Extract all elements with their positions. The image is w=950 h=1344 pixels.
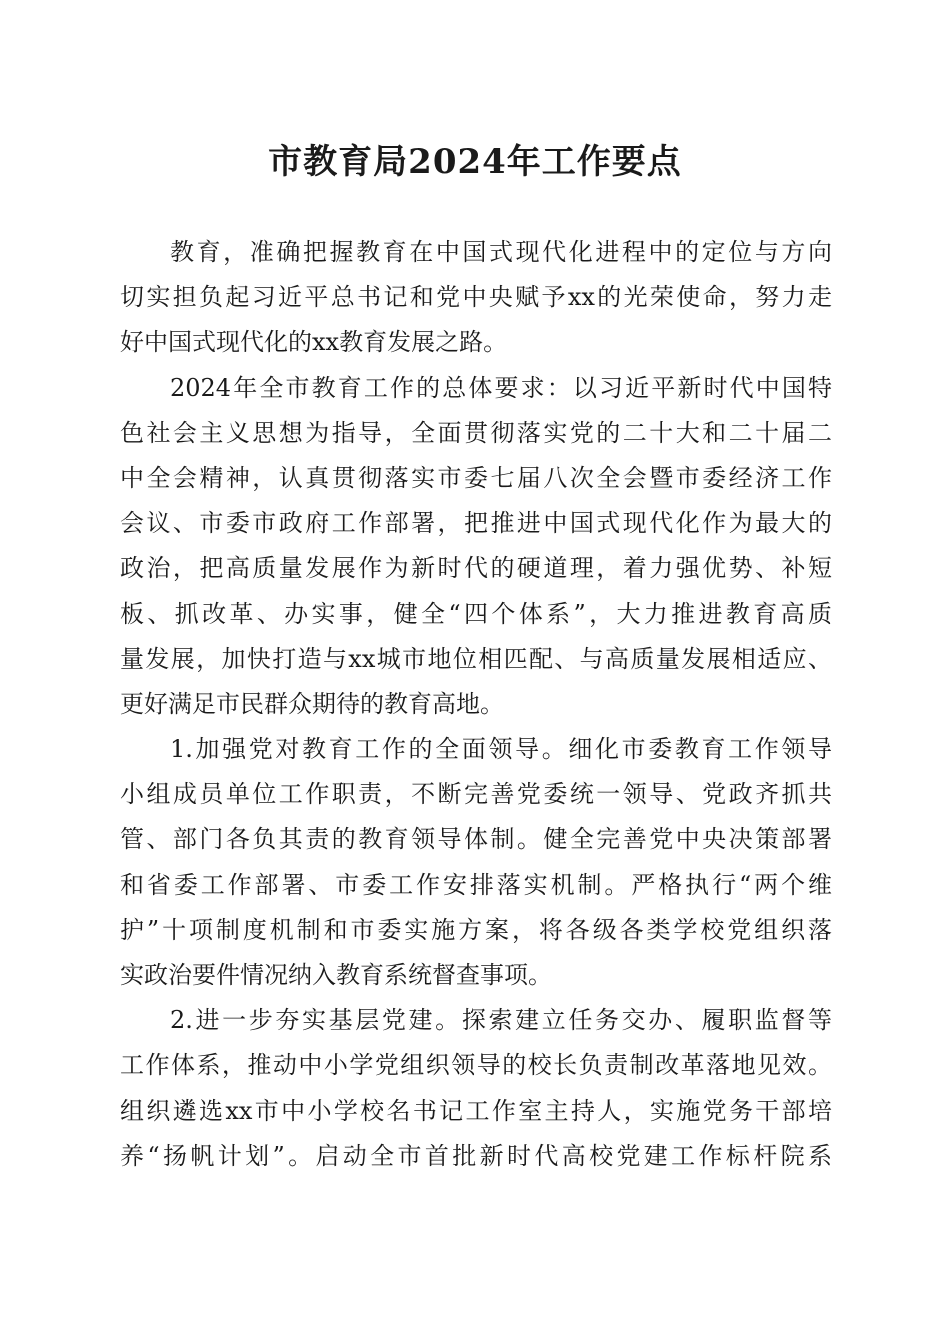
document-body — [120, 230, 832, 1179]
text-line: 切实担负起习近平总书记和党中央赋予xx的光荣使命，努力走 — [120, 283, 832, 312]
text-line: 量发展，加快打造与xx城市地位相匹配、与高质量发展相适应、 — [120, 644, 832, 673]
text-line: 政治，把高质量发展作为新时代的硬道理，着力强优势、补短 — [120, 554, 832, 583]
text-line: 养“扬帆计划”。启动全市首批新时代高校党建工作标杆院系 — [120, 1141, 832, 1170]
text-line: 管、部门各负其责的教育领导体制。健全完善党中央决策部署 — [120, 825, 832, 854]
text-line: 组织遴选xx市中小学校名书记工作室主持人，实施党务干部培 — [120, 1096, 832, 1125]
document-title: 市教育局2024年工作要点 — [268, 142, 682, 182]
text-line: 板、抓改革、办实事，健全“四个体系”，大力推进教育高质 — [120, 599, 832, 628]
text-line: 2.进一步夯实基层党建。探索建立任务交办、履职监督等 — [170, 1006, 832, 1035]
paragraph-overall-requirements — [120, 366, 832, 728]
text-line: 和省委工作部署、市委工作安排落实机制。严格执行“两个维 — [120, 870, 832, 899]
text-line: 工作体系，推动中小学党组织领导的校长负责制改革落地见效。 — [120, 1051, 832, 1080]
paragraph-item-1 — [120, 727, 832, 998]
text-line: 更好满足市民群众期待的教育高地。 — [120, 689, 504, 718]
paragraph-item-2 — [120, 998, 832, 1179]
paragraph-intro — [120, 230, 832, 366]
text-line: 会议、市委市政府工作部署，把推进中国式现代化作为最大的 — [120, 509, 832, 538]
text-line: 小组成员单位工作职责，不断完善党委统一领导、党政齐抓共 — [120, 780, 832, 809]
text-line: 2024年全市教育工作的总体要求：以习近平新时代中国特 — [170, 373, 832, 402]
text-line: 色社会主义思想为指导，全面贯彻落实党的二十大和二十届二 — [120, 418, 832, 447]
text-line: 好中国式现代化的xx教育发展之路。 — [120, 328, 508, 357]
text-line: 护”十项制度机制和市委实施方案，将各级各类学校党组织落 — [120, 915, 832, 944]
text-line: 1.加强党对教育工作的全面领导。细化市委教育工作领导 — [170, 735, 832, 764]
text-line: 教育，准确把握教育在中国式现代化进程中的定位与方向 — [170, 238, 832, 266]
text-line: 实政治要件情况纳入教育系统督查事项。 — [120, 961, 552, 989]
text-line: 中全会精神，认真贯彻落实市委七届八次全会暨市委经济工作 — [120, 463, 832, 492]
